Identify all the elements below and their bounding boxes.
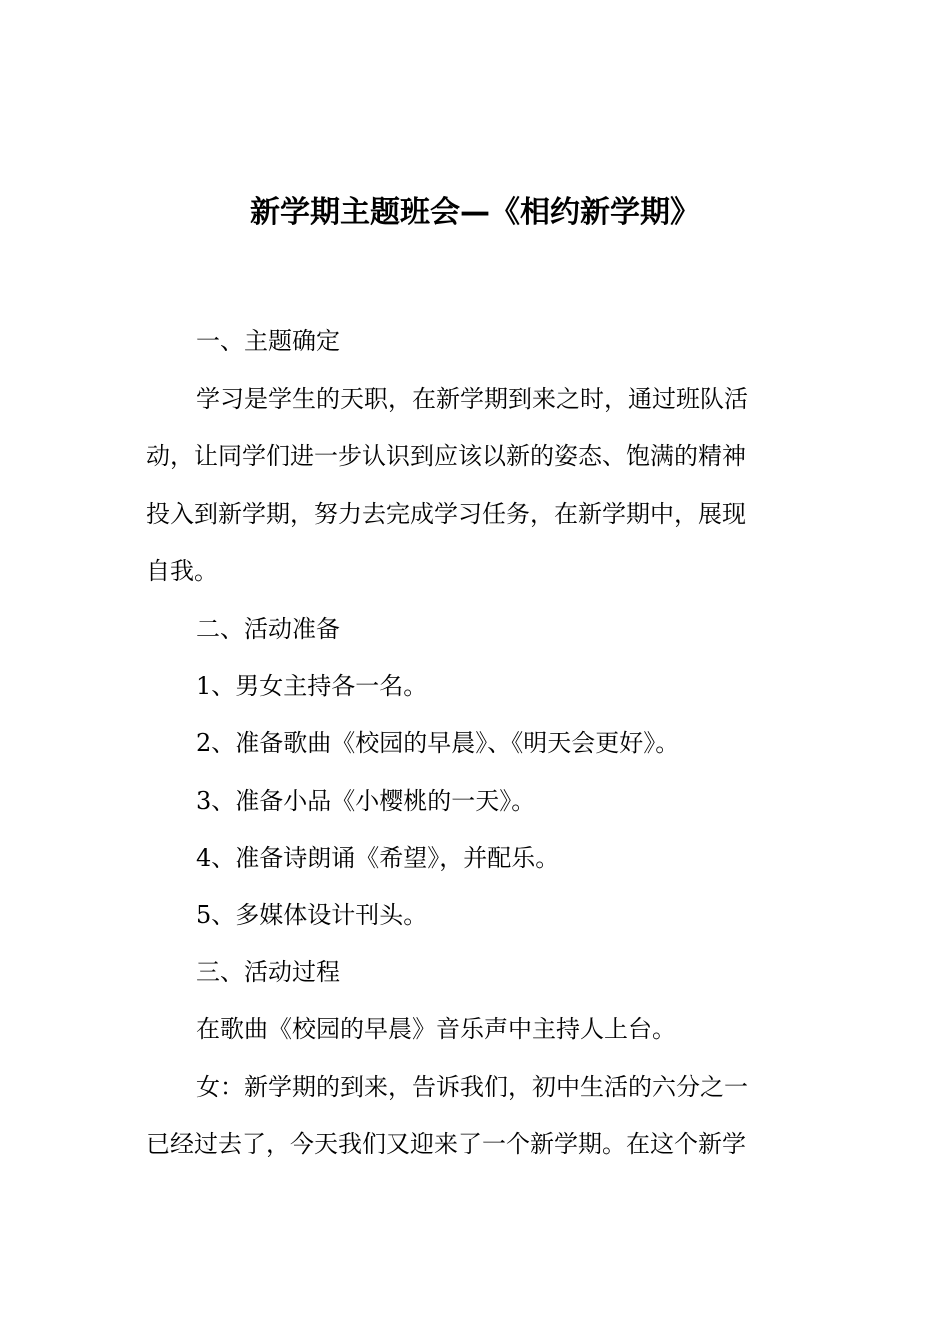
document-title: 新学期主题班会—《相约新学期》 bbox=[250, 195, 700, 230]
list-item: 4、准备诗朗诵《希望》，并配乐。 bbox=[196, 844, 560, 872]
section-heading-preparation: 二、活动准备 bbox=[196, 615, 340, 643]
section-heading-theme: 一、主题确定 bbox=[196, 327, 340, 355]
paragraph-line: 已经过去了，今天我们又迎来了一个新学期。在这个新学 bbox=[146, 1130, 746, 1158]
list-item: 3、准备小品《小樱桃的一天》。 bbox=[196, 787, 536, 815]
paragraph-line: 在歌曲《校园的早晨》音乐声中主持人上台。 bbox=[196, 1015, 676, 1043]
paragraph-line: 女：新学期的到来，告诉我们，初中生活的六分之一 bbox=[196, 1073, 748, 1101]
list-item: 2、准备歌曲《校园的早晨》、《明天会更好》。 bbox=[196, 729, 680, 757]
paragraph-line: 自我。 bbox=[146, 557, 218, 585]
list-item: 5、多媒体设计刊头。 bbox=[196, 901, 428, 929]
paragraph-line: 学习是学生的天职，在新学期到来之时，通过班队活 bbox=[196, 385, 748, 413]
list-item: 1、男女主持各一名。 bbox=[196, 672, 428, 700]
section-heading-process: 三、活动过程 bbox=[196, 958, 340, 986]
paragraph-line: 动，让同学们进一步认识到应该以新的姿态、饱满的精神 bbox=[146, 442, 746, 470]
paragraph-line: 投入到新学期，努力去完成学习任务，在新学期中，展现 bbox=[146, 500, 746, 528]
